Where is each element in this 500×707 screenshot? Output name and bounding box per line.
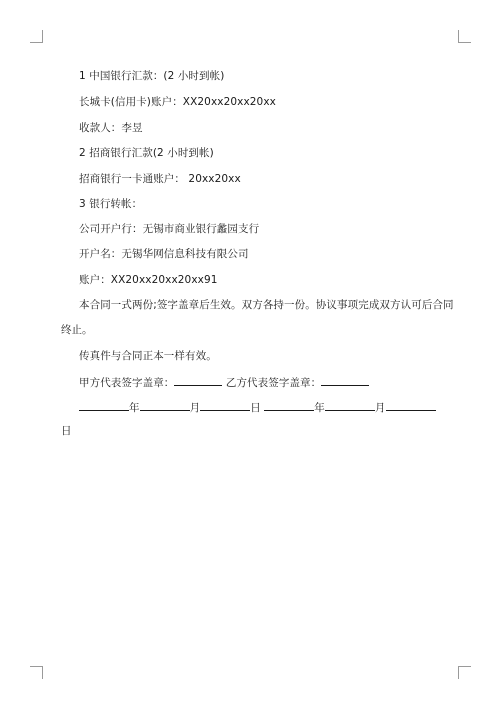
date-blank-5: [325, 399, 375, 411]
corner-mark-bottom-left: [30, 666, 43, 679]
date-blank-2: [140, 399, 190, 411]
section2-title: 2 招商银行汇款(2 小时到帐): [79, 147, 214, 159]
corner-mark-top-right: [458, 30, 471, 43]
corner-mark-bottom-right: [458, 666, 471, 679]
account-name-line: 开户名：无锡华网信息科技有限公司: [79, 248, 249, 260]
date-blank-4: [264, 399, 314, 411]
payee-line: 收款人：李昱: [79, 122, 143, 134]
date-blank-1: [79, 399, 129, 411]
contract-clause-line2: 终止。: [61, 324, 93, 336]
date-blank-3: [200, 399, 250, 411]
month-label-2: 月: [374, 402, 386, 414]
section1-title: 1 中国银行汇款：(2 小时到帐): [79, 70, 225, 82]
year-label-2: 年: [314, 402, 325, 414]
signature-row: [79, 374, 369, 390]
party-b-sign-label: 乙方代表签字盖章：: [225, 377, 322, 389]
party-a-sign-label: 甲方代表签字盖章：: [79, 377, 175, 389]
year-label-1: 年: [129, 402, 140, 414]
date-row: [79, 399, 436, 415]
date-blank-6: [386, 399, 436, 411]
great-wall-card-account: 长城卡(信用卡)账户：XX20xx20xx20xx: [79, 96, 276, 108]
day-label-wrap: 日: [61, 425, 72, 437]
cmb-card-account: 招商银行一卡通账户： 20xx20xx: [79, 173, 241, 185]
party-b-sign-blank: [321, 374, 369, 386]
corner-mark-top-left: [30, 30, 43, 43]
month-label-1: 月: [189, 402, 201, 414]
company-bank-line: 公司开户行：无锡市商业银行蠡园支行: [79, 223, 260, 235]
account-number-line: 账户：XX20xx20xx20xx91: [79, 274, 218, 286]
section3-title: 3 银行转帐：: [79, 198, 143, 210]
day-label-1: 日: [250, 402, 261, 414]
contract-clause-line1: 本合同一式两份;签字盖章后生效。双方各持一份。协议事项完成双方认可后合同: [79, 299, 454, 311]
party-a-sign-blank: [174, 374, 222, 386]
fax-clause: 传真件与合同正本一样有效。: [79, 350, 217, 362]
